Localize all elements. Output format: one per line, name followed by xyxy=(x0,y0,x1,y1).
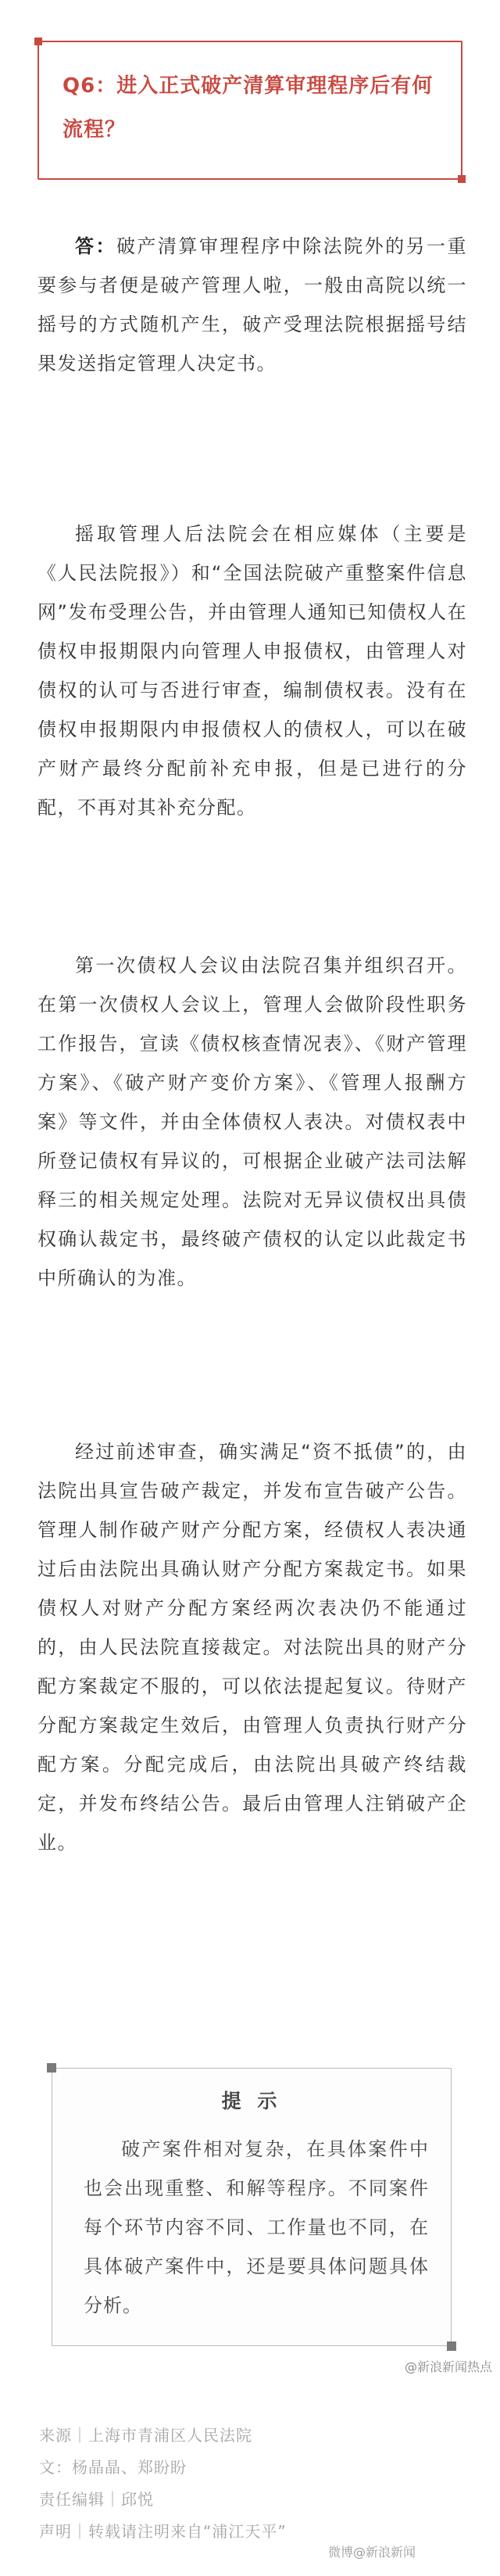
answer-paragraph-3: 第一次债权人会议由法院召集并组织召开。在第一次债权人会议上，管理人会做阶段性职务工作报告，宣读《债权核查情况表》、《财产管理方案》、《破产财产变价方案》、《管理人报酬方案》等文件，并由全体债权人表决。对债权表中所登记债权有异议的，可根据企业破产法司法解释三的相关规定处理。法院对无异议债权出具债权确认裁定书，最终破产债权的认定以此裁定书中所确认的为准。 xyxy=(38,955,467,1289)
answer-paragraph-2: 摇取管理人后法院会在相应媒体（主要是《人民法院报》）和“全国法院破产重整案件信息网”发布受理公告，并由管理人通知已知债权人在债权申报期限内向管理人申报债权，由管理人对债权的认可与否进行审查，编制债权表。没有在债权申报期限内申报债权人的债权人，可以在破产财产最终分配前补充申报，但是已进行的分配，不再对其补充分配。 xyxy=(38,523,467,819)
question-box xyxy=(38,41,462,180)
credit-source: 来源｜上海市青浦区人民法院 xyxy=(39,2426,252,2445)
answer-paragraph-1-text: 破产清算审理程序中除法院外的另一重要参与者便是破产管理人啦，一般由高院以统一摇号的方式随机产生，破产受理法院根据摇号结果发送指定管理人决定书。 xyxy=(38,235,468,374)
answer-label: 答： xyxy=(75,235,116,257)
credit-statement: 声明｜转载请注明来自“浦江天平” xyxy=(39,2522,287,2541)
tip-title: 提 示 xyxy=(221,2090,282,2112)
credits xyxy=(39,2420,287,2548)
watermark: @新浪新闻热点 xyxy=(404,2359,492,2374)
tip-body: 破产案件相对复杂，在具体案件中也会出现重整、和解等程序。不同案件每个环节内容不同、工作量也不同，在具体破产案件中，还是要具体问题具体分析。 xyxy=(84,2138,429,2316)
weibo-watermark: 微博@新浪新闻 xyxy=(328,2545,416,2560)
credit-authors: 文：杨晶晶、郑盼盼 xyxy=(39,2458,187,2477)
tip-corner-bottom-right xyxy=(447,2341,456,2351)
answer-paragraph-4: 经过前述审查，确实满足“资不抵债”的，由法院出具宣告破产裁定，并发布宣告破产公告。管理人制作破产财产分配方案，经债权人表决通过后由法院出具确认财产分配方案裁定书。如果债权人对财产分配方案经两次表决仍不能通过的，由人民法院直接裁定。对法院出具的财产分配方案裁定不服的，可以依法提起复议。待财产分配方案裁定生效后，由管理人负责执行财产分配方案。分配完成后，由法院出具破产终结裁定，并发布终结公告。最后由管理人注销破产企业。 xyxy=(38,1441,467,1854)
tip-box xyxy=(52,2068,452,2346)
answer-paragraph-1 xyxy=(38,227,467,383)
tip-corner-top-left xyxy=(47,2063,56,2073)
question-title: Q6：进入正式破产清算审理程序后有何流程？ xyxy=(62,74,434,142)
credit-editor: 责任编辑｜邱悦 xyxy=(39,2490,154,2509)
